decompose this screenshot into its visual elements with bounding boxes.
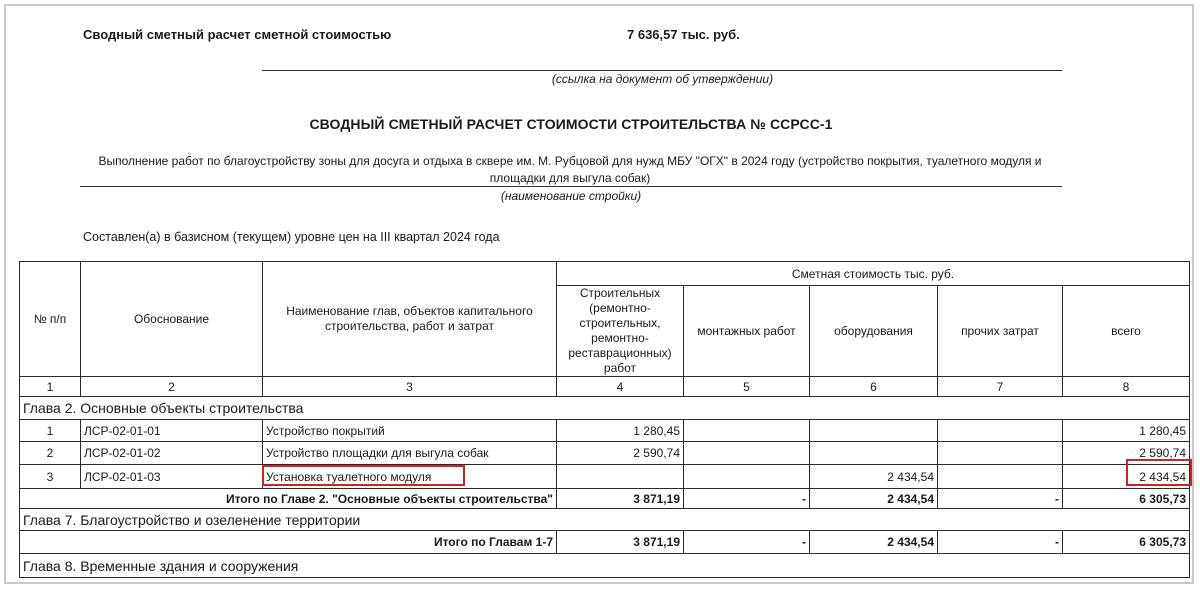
row-num: 1 (20, 420, 81, 442)
row-equipment: 2 434,54 (810, 465, 938, 489)
document-title: СВОДНЫЙ СМЕТНЫЙ РАСЧЕТ СТОИМОСТИ СТРОИТЕЛЬСТВА № ССРСС-1 (309, 116, 833, 132)
price-level: Составлен(а) в базисном (текущем) уровне цен на III квартал 2024 года (83, 230, 500, 244)
table-row (20, 465, 1190, 489)
object-description: Выполнение работ по благоустройству зоны для досуга и отдыха в сквере им. М. Рубцовой для нужд МБУ "ОГХ" в 2024 году (устройство покрытия, туалетного модуля и площадки для выгула собак) (98, 154, 1042, 185)
subtotal-1-7-other: - (938, 531, 1063, 554)
row-construction: 2 590,74 (557, 442, 684, 465)
row-equipment (810, 442, 938, 465)
row-other (938, 442, 1063, 465)
subtotal-row (20, 489, 1190, 509)
subtotal-ch2-other: - (938, 489, 1063, 509)
row-installation (684, 442, 810, 465)
chapter-row (20, 397, 1190, 420)
row-name: Устройство покрытий (263, 420, 557, 442)
row-num: 3 (20, 465, 81, 489)
subtotal-1-7-label: Итого по Главам 1-7 (81, 531, 557, 554)
object-line (80, 186, 1062, 187)
header-name: Наименование глав, объектов капитального строительства, работ и затрат (263, 262, 557, 377)
highlight-name-box (262, 465, 465, 486)
column-number-row (20, 377, 1190, 397)
row-name: Установка туалетного модуля (263, 465, 557, 489)
header-installation: монтажных работ (684, 286, 810, 377)
approval-line (262, 70, 1062, 71)
row-construction: 1 280,45 (557, 420, 684, 442)
column-number: 8 (1063, 377, 1190, 397)
header-other: прочих затрат (938, 286, 1063, 377)
estimate-table (19, 261, 1190, 578)
subtotal-1-7-construction: 3 871,19 (557, 531, 684, 554)
row-equipment (810, 420, 938, 442)
subtotal-1-7-equipment: 2 434,54 (810, 531, 938, 554)
row-total: 1 280,45 (1063, 420, 1190, 442)
summary-label: Сводный сметный расчет сметной стоимостью (83, 27, 392, 42)
row-total: 2 590,74 (1063, 442, 1190, 465)
subtotal-row (20, 531, 1190, 554)
chapter-row (20, 554, 1190, 578)
header-total: всего (1063, 286, 1190, 377)
subtotal-ch2-total: 6 305,73 (1063, 489, 1190, 509)
column-number: 2 (81, 377, 263, 397)
column-number: 1 (20, 377, 81, 397)
row-other (938, 465, 1063, 489)
chapter-row (20, 509, 1190, 531)
row-basis: ЛСР-02-01-03 (81, 465, 263, 489)
header-basis: Обоснование (81, 262, 263, 377)
header-construction: Строительных (ремонтно-строительных, ремонтно- реставрационных) работ (557, 286, 684, 377)
row-basis: ЛСР-02-01-02 (81, 442, 263, 465)
header-num: № п/п (20, 262, 81, 377)
column-number: 6 (810, 377, 938, 397)
subtotal-ch2-construction: 3 871,19 (557, 489, 684, 509)
chapter-8-title: Глава 8. Временные здания и сооружения (20, 554, 1190, 578)
column-number: 7 (938, 377, 1063, 397)
row-other (938, 420, 1063, 442)
row-basis: ЛСР-02-01-01 (81, 420, 263, 442)
approval-caption: (ссылка на документ об утверждении) (551, 72, 774, 86)
row-num: 2 (20, 442, 81, 465)
subtotal-spacer (20, 531, 81, 554)
object-caption: (наименование стройки) (500, 189, 642, 203)
column-number: 4 (557, 377, 684, 397)
chapter-2-title: Глава 2. Основные объекты строительства (20, 397, 1190, 420)
column-number: 5 (684, 377, 810, 397)
chapter-7-title: Глава 7. Благоустройство и озеленение территории (20, 509, 1190, 531)
row-installation (684, 465, 810, 489)
summary-value: 7 636,57 тыс. руб. (627, 27, 740, 42)
row-total: 2 434,54 (1063, 465, 1190, 489)
subtotal-ch2-label: Итого по Главе 2. "Основные объекты строительства" (20, 489, 557, 509)
highlight-total-box (1126, 459, 1192, 486)
table-row (20, 420, 1190, 442)
table-row (20, 442, 1190, 465)
header-equipment: оборудования (810, 286, 938, 377)
column-number: 3 (263, 377, 557, 397)
header-cost-group: Сметная стоимость тыс. руб. (557, 262, 1190, 286)
subtotal-ch2-installation: - (684, 489, 810, 509)
subtotal-1-7-total: 6 305,73 (1063, 531, 1190, 554)
row-construction (557, 465, 684, 489)
row-name: Устройство площадки для выгула собак (263, 442, 557, 465)
subtotal-ch2-equipment: 2 434,54 (810, 489, 938, 509)
subtotal-1-7-installation: - (684, 531, 810, 554)
row-installation (684, 420, 810, 442)
